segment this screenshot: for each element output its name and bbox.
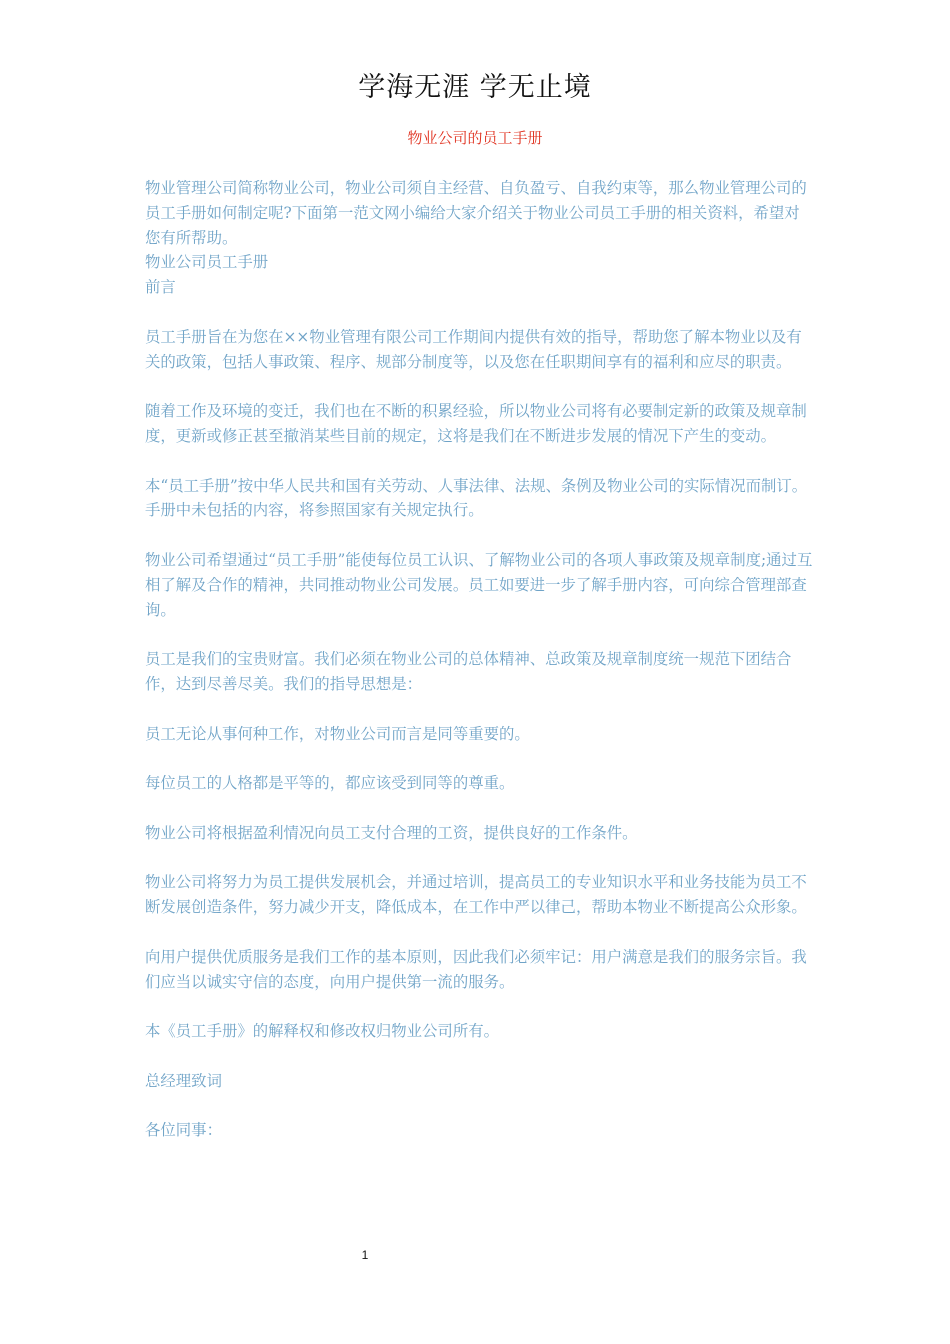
page-number: 1: [361, 1248, 369, 1262]
gm-address-heading: 总经理致词: [145, 1071, 222, 1090]
paragraph-rights: 本《员工手册》的解释权和修改权归物业公司所有。: [145, 1022, 499, 1041]
page-header-slogan: 学海无涯 学无止境: [358, 72, 592, 103]
handbook-subtitle: 物业公司员工手册: [145, 253, 269, 272]
paragraph-development: 物业公司将努力为员工提供发展机会，并通过培训，提高员工的专业知识水平和业务技能为员工不断发展创造条件，努力减少开支，降低成本，在工作中严以律己，帮助本物业不断提高公众形象。: [145, 873, 807, 917]
paragraph-service: 向用户提供优质服务是我们工作的基本原则，因此我们必须牢记：用户满意是我们的服务宗旨。我们应当以诚实守信的态度，向用户提供第一流的服务。: [145, 947, 807, 991]
paragraph-hope: 物业公司希望通过“员工手册”能使每位员工认识、了解物业公司的各项人事政策及规章制度;通过互相了解及合作的精神，共同推动物业公司发展。员工如要进一步了解手册内容，可向综合管理部查询。: [145, 550, 813, 619]
paragraph-salary: 物业公司将根据盈利情况向员工支付合理的工资，提供良好的工作条件。: [145, 823, 638, 842]
paragraph-purpose: 员工手册旨在为您在××物业管理有限公司工作期间内提供有效的指导，帮助您了解本物业以及有关的政策，包括人事政策、程序、规部分制度等，以及您在任职期间享有的福利和应尽的职责。: [145, 327, 802, 371]
salutation: 各位同事：: [145, 1121, 222, 1140]
paragraph-basis: 本“员工手册”按中华人民共和国有关劳动、人事法律、法规、条例及物业公司的实际情况而制订。手册中未包括的内容，将参照国家有关规定执行。: [145, 476, 808, 520]
document-body: [145, 176, 815, 1143]
paragraph-equal-importance: 员工无论从事何种工作，对物业公司而言是同等重要的。: [145, 724, 530, 743]
preface-heading: 前言: [145, 278, 176, 297]
paragraph-wealth: 员工是我们的宝贵财富。我们必须在物业公司的总体精神、总政策及规章制度统一规范下团结合作，达到尽善尽美。我们的指导思想是：: [145, 650, 792, 693]
paragraph-changes: 随着工作及环境的变迁，我们也在不断的积累经验，所以物业公司将有必要制定新的政策及规章制度，更新或修正甚至撤消某些目前的规定，这将是我们在不断进步发展的情况下产生的变动。: [145, 402, 807, 445]
intro-paragraph: 物业管理公司简称物业公司，物业公司须自主经营、自负盈亏、自我约束等，那么物业管理公司的员工手册如何制定呢?下面第一范文网小编给大家介绍关于物业公司员工手册的相关资料，希望对您有所帮助。: [145, 179, 807, 247]
document-title: 物业公司的员工手册: [407, 129, 543, 147]
paragraph-equal-respect: 每位员工的人格都是平等的，都应该受到同等的尊重。: [145, 774, 515, 793]
